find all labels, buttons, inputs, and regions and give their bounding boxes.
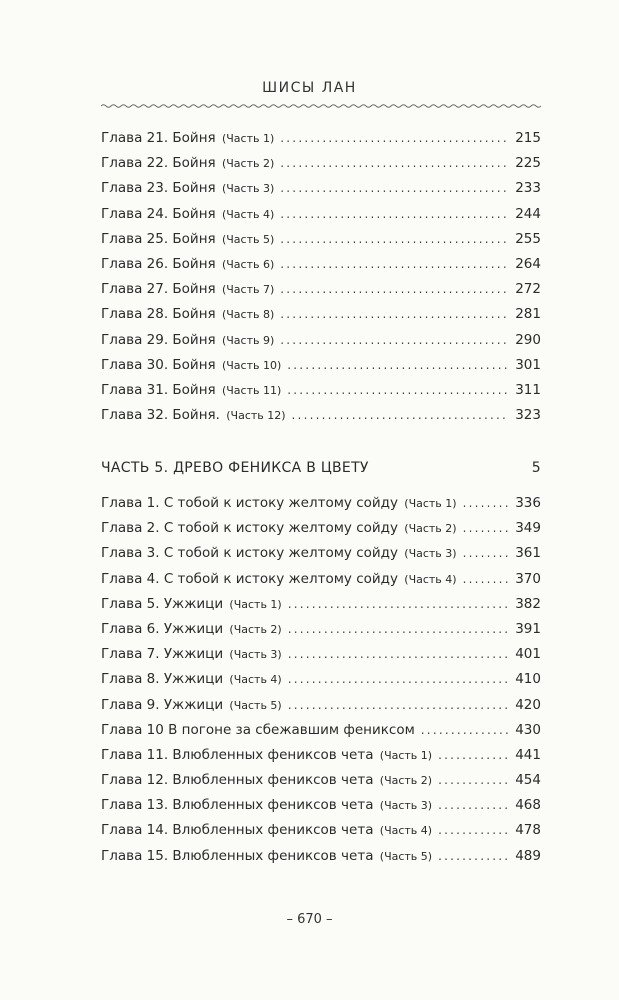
page-number: 290: [515, 331, 541, 348]
dot-leader: [463, 572, 510, 586]
dot-leader: [438, 748, 509, 762]
chapter-part: (Часть 7): [221, 283, 275, 297]
toc-entry-title: [101, 772, 432, 788]
toc-entry: [101, 206, 541, 231]
toc-entry-title: [101, 697, 282, 713]
page-number: 454: [515, 772, 541, 789]
page-number: 361: [515, 545, 541, 562]
toc-entry: [101, 382, 541, 407]
toc-entry-title: [101, 180, 274, 196]
chapter-part: (Часть 5): [379, 849, 433, 863]
toc-entry: [101, 256, 541, 281]
toc-entry-title: [101, 155, 274, 171]
chapter-name: Глава 3. С тобой к истоку желтому сойду: [101, 545, 398, 562]
page-number: 272: [515, 281, 541, 298]
chapter-part: (Часть 2): [221, 157, 275, 171]
chapter-part: (Часть 9): [221, 333, 275, 347]
running-header: ШИСЫ ЛАН: [262, 80, 357, 96]
section-title: ЧАСТЬ 5. ДРЕВО ФЕНИКСА В ЦВЕТУ: [101, 460, 369, 476]
page-number: 244: [515, 205, 541, 222]
chapter-name: Глава 2. С тобой к истоку желтому сойду: [101, 520, 398, 537]
toc-entry-title: [101, 571, 457, 587]
chapter-name: Глава 27. Бойня: [101, 281, 216, 298]
chapter-part: (Часть 1): [404, 497, 457, 510]
dot-leader: [280, 232, 509, 246]
chapter-part: (Часть 11): [221, 383, 282, 397]
section-page-number: 5: [531, 460, 541, 476]
dot-leader: [463, 546, 510, 560]
toc-entry: [101, 231, 541, 256]
dot-leader: [280, 131, 509, 145]
chapter-name: Глава 4. С тобой к истоку желтому сойду: [101, 570, 398, 587]
chapter-part: (Часть 3): [404, 547, 457, 561]
dot-leader: [280, 307, 509, 321]
chapter-name: Глава 5. Ужжици: [101, 595, 224, 612]
dot-leader: [280, 282, 509, 296]
toc-entry-title: [101, 722, 415, 738]
page-number: 336: [515, 495, 541, 511]
chapter-name: Глава 28. Бойня: [101, 306, 216, 323]
chapter-name: Глава 24. Бойня: [101, 205, 216, 222]
chapter-part: (Часть 12): [226, 409, 286, 423]
toc-entry: [101, 848, 541, 873]
toc-entry: [101, 747, 541, 772]
page-number: 420: [515, 696, 541, 713]
toc-entry-title: [101, 822, 432, 838]
chapter-part: (Часть 3): [229, 648, 282, 662]
page-number: 281: [515, 306, 541, 323]
dot-leader: [280, 333, 509, 347]
chapter-part: (Часть 10): [221, 358, 282, 372]
toc-entry: [101, 596, 541, 621]
chapter-part: (Часть 4): [221, 207, 275, 221]
dot-leader: [287, 383, 509, 397]
toc-entry-title: [101, 332, 274, 348]
chapter-part: (Часть 1): [379, 748, 433, 762]
chapter-part: (Часть 4): [404, 572, 457, 586]
toc-group-1: [101, 130, 541, 432]
dot-leader: [438, 773, 509, 787]
dot-leader: [421, 723, 509, 737]
dot-leader: [463, 521, 510, 535]
toc-entry: [101, 180, 541, 205]
toc-entry: [101, 407, 541, 432]
page-number: 370: [515, 570, 541, 587]
dot-leader: [280, 181, 509, 195]
chapter-part: (Часть 4): [379, 824, 433, 838]
chapter-part: (Часть 1): [221, 132, 275, 145]
dot-leader: [288, 698, 509, 712]
chapter-name: Глава 21. Бойня: [101, 130, 216, 146]
toc-entry-title: [101, 520, 457, 536]
page-number: 489: [515, 847, 541, 864]
page-number: 349: [515, 520, 541, 537]
chapter-name: Глава 26. Бойня: [101, 255, 216, 272]
toc-entry-title: [101, 495, 457, 511]
chapter-name: Глава 30. Бойня: [101, 356, 216, 373]
chapter-name: Глава 14. Влюбленных фениксов чета: [101, 822, 374, 839]
toc-entry-title: [101, 671, 282, 687]
dot-leader: [287, 358, 509, 372]
chapter-name: Глава 9. Ужжици: [101, 696, 224, 713]
toc-entry: [101, 281, 541, 306]
chapter-name: Глава 15. Влюбленных фениксов чета: [101, 847, 374, 864]
toc-entry: [101, 332, 541, 357]
page-number: 382: [515, 595, 541, 612]
chapter-name: Глава 22. Бойня: [101, 155, 216, 172]
page-footer-number: – 670 –: [286, 912, 333, 927]
toc-entry-title: [101, 231, 274, 247]
chapter-part: (Часть 4): [229, 673, 282, 687]
toc-entry-title: [101, 596, 282, 612]
chapter-name: Глава 25. Бойня: [101, 230, 216, 247]
toc-entry: [101, 797, 541, 822]
chapter-part: (Часть 3): [379, 799, 433, 813]
dot-leader: [438, 823, 509, 837]
toc-entry: [101, 545, 541, 570]
chapter-name: Глава 31. Бойня: [101, 381, 216, 398]
dot-leader: [463, 496, 510, 510]
toc-entry: [101, 155, 541, 180]
chapter-part: (Часть 2): [379, 774, 433, 788]
page-number: 468: [515, 797, 541, 814]
chapter-name: Глава 7. Ужжици: [101, 646, 224, 663]
toc-entry-title: [101, 646, 282, 662]
chapter-part: (Часть 2): [229, 622, 282, 636]
chapter-part: (Часть 3): [221, 182, 275, 196]
chapter-part: (Часть 5): [229, 698, 282, 712]
toc-entry: [101, 822, 541, 847]
toc-section: [101, 460, 541, 476]
chapter-name: Глава 29. Бойня: [101, 331, 216, 348]
page-number: 233: [515, 180, 541, 197]
toc-group-2: [101, 495, 541, 873]
section-heading-row: [101, 460, 541, 476]
toc-entry: [101, 495, 541, 520]
header-wave-divider: [101, 100, 541, 112]
toc-entry-title: [101, 206, 274, 222]
toc-entry: [101, 306, 541, 331]
toc-entry: [101, 697, 541, 722]
page-number: 225: [515, 155, 541, 172]
toc-entry-title: [101, 357, 281, 373]
toc-entry: [101, 357, 541, 382]
chapter-name: Глава 23. Бойня: [101, 180, 216, 197]
chapter-name: Глава 8. Ужжици: [101, 671, 224, 688]
toc-entry: [101, 722, 541, 747]
page-number: 410: [515, 671, 541, 688]
toc-entry-title: [101, 407, 286, 423]
page-number: 255: [515, 230, 541, 247]
page-number: 311: [515, 381, 541, 398]
toc-entry-title: [101, 306, 274, 322]
chapter-name: Глава 1. С тобой к истоку желтому сойду: [101, 495, 398, 511]
toc-entry-title: [101, 545, 457, 561]
toc-entry: [101, 772, 541, 797]
dot-leader: [438, 849, 509, 863]
dot-leader: [288, 622, 509, 636]
dot-leader: [280, 156, 509, 170]
page-number: 401: [515, 646, 541, 663]
chapter-part: (Часть 6): [221, 257, 275, 271]
page-number: 478: [515, 822, 541, 839]
page-number: 264: [515, 255, 541, 272]
page-number: 430: [515, 721, 541, 738]
toc-entry-title: [101, 747, 432, 763]
toc-entry: [101, 520, 541, 545]
dot-leader: [288, 647, 509, 661]
page-number: 391: [515, 620, 541, 637]
toc-entry-title: [101, 797, 432, 813]
toc-entry-title: [101, 256, 274, 272]
page-number: 215: [515, 130, 541, 146]
chapter-name: Глава 10 В погоне за сбежавшим фениксом: [101, 721, 415, 738]
dot-leader: [280, 257, 509, 271]
chapter-part: (Часть 8): [221, 308, 275, 322]
toc-entry: [101, 130, 541, 155]
chapter-part: (Часть 5): [221, 232, 275, 246]
chapter-name: Глава 6. Ужжици: [101, 620, 224, 637]
page-number: 441: [515, 746, 541, 763]
chapter-part: (Часть 1): [229, 597, 282, 611]
dot-leader: [288, 597, 509, 611]
page-number: 301: [515, 356, 541, 373]
toc-entry: [101, 671, 541, 696]
toc-entry-title: [101, 848, 432, 864]
toc-entry-title: [101, 281, 274, 297]
chapter-name: Глава 13. Влюбленных фениксов чета: [101, 797, 374, 814]
toc-entry-title: [101, 382, 281, 398]
dot-leader: [292, 408, 510, 422]
chapter-part: (Часть 2): [404, 522, 457, 536]
toc-entry: [101, 646, 541, 671]
page-number: 323: [515, 407, 541, 424]
dot-leader: [280, 207, 509, 221]
chapter-name: Глава 12. Влюбленных фениксов чета: [101, 772, 374, 789]
dot-leader: [288, 672, 509, 686]
toc-entry-title: [101, 621, 282, 637]
chapter-name: Глава 11. Влюбленных фениксов чета: [101, 746, 374, 763]
toc-entry: [101, 621, 541, 646]
dot-leader: [438, 798, 509, 812]
toc-entry-title: [101, 130, 274, 146]
chapter-name: Глава 32. Бойня.: [101, 407, 220, 424]
toc-entry: [101, 571, 541, 596]
